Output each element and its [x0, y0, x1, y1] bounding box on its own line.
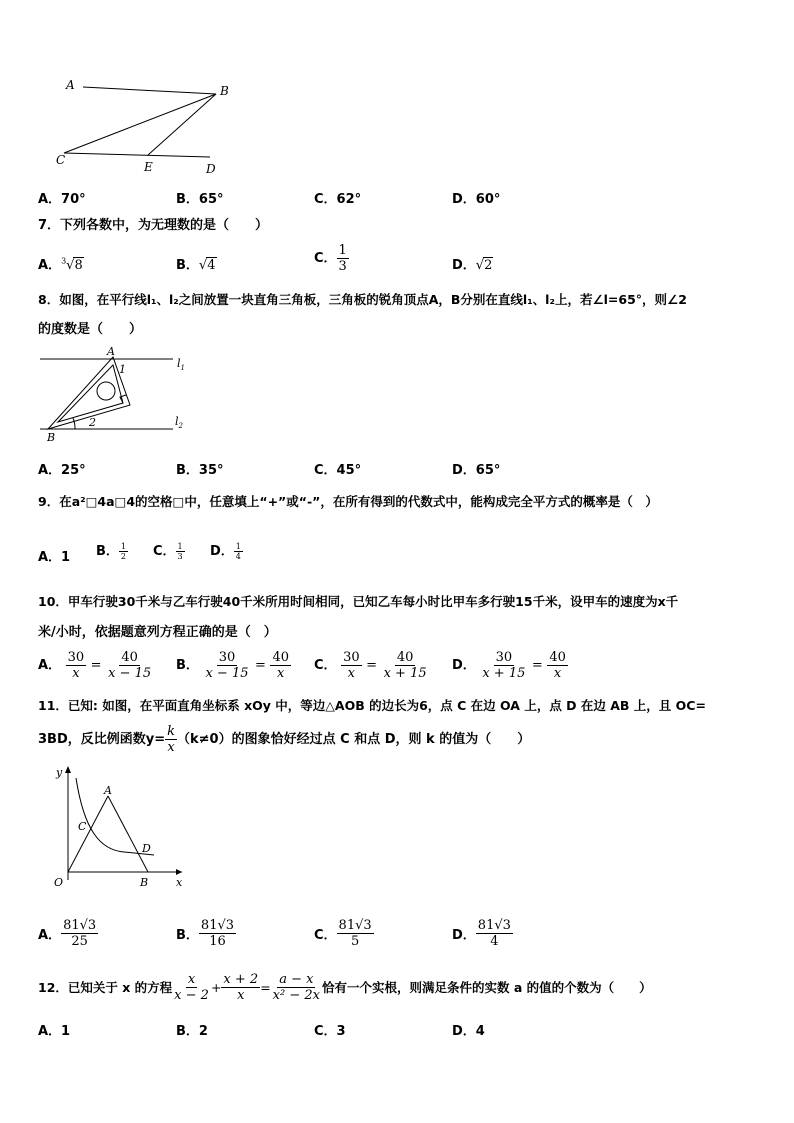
denominator: x	[167, 740, 175, 755]
radicand: 2	[484, 258, 493, 273]
option-label: C．	[314, 251, 337, 266]
denominator: x − 15	[205, 666, 249, 681]
figure-q8	[35, 343, 195, 443]
numerator: 40	[272, 650, 289, 665]
option-label: B．	[176, 258, 199, 273]
question-8-line1: 8．如图，在平行线l₁、l₂之间放置一块直角三角板，三角板的锐角顶点A，B分别在直线l₁、l₂上，若∠l=65°，则∠2	[38, 292, 687, 307]
denominator: 4	[235, 552, 241, 561]
question-10-line1: 10．甲车行驶30千米与乙车行驶40千米所用时间相同，已知乙车每小时比甲车多行驶15千米，设甲车的速度为x千	[38, 594, 679, 609]
plus-sign: +	[210, 979, 222, 995]
label-y: y	[56, 766, 63, 779]
q6-option-c[interactable]: C．62°	[314, 192, 362, 207]
q9-option-a[interactable]: A．1	[38, 550, 71, 565]
question-10-line2: 米/小时，依据题意列方程正确的是（ ）	[38, 625, 277, 640]
option-label: B．	[176, 658, 199, 673]
option-label: D．	[452, 258, 476, 273]
label-D: D	[142, 842, 151, 855]
q7-option-a[interactable]: A．$^3$√8	[38, 256, 83, 273]
denominator: 2	[120, 552, 127, 561]
denominator: 16	[209, 934, 226, 949]
q12-option-c[interactable]: C．3	[314, 1024, 346, 1039]
question-12-text	[38, 972, 652, 1003]
option-label: B．	[176, 928, 199, 943]
q9-option-d[interactable]	[210, 540, 243, 561]
q11-option-a[interactable]	[38, 918, 98, 949]
question-11-line2	[38, 724, 530, 755]
question-9-text: 9．在a²□4a□4的空格□中，任意填上“+”或“-”，在所有得到的代数式中，能构成完全平方式的概率是（ ）	[38, 494, 658, 509]
equals-sign: =	[260, 979, 271, 995]
numerator: k	[167, 724, 176, 739]
denominator: 4	[490, 934, 499, 949]
equals-sign: =	[255, 658, 266, 673]
q10-option-c[interactable]	[314, 650, 429, 681]
numerator: 81√3	[200, 918, 235, 933]
question-7-text: 7．下列各数中，为无理数的是（ ）	[38, 218, 269, 233]
q6-option-b[interactable]: B．65°	[176, 192, 224, 207]
numerator: 30	[67, 650, 85, 665]
q10-option-b[interactable]	[176, 650, 291, 681]
q12-option-d[interactable]: D．4	[452, 1024, 485, 1039]
q8-option-c[interactable]: C．45°	[314, 463, 362, 478]
radical-index: 3	[61, 256, 67, 266]
numerator: 40	[396, 650, 414, 665]
text-post: 恰有一个实根，则满足条件的实数 a 的值的个数为（ ）	[321, 979, 652, 995]
denominator: x	[237, 988, 245, 1003]
label-O: O	[54, 876, 64, 889]
label-C: C	[78, 820, 87, 833]
numerator: 40	[121, 650, 138, 665]
label-1: 1	[119, 363, 126, 376]
option-label: C．	[153, 544, 176, 559]
label-B: B	[140, 876, 149, 889]
label-D: D	[206, 162, 216, 176]
denominator: x + 15	[482, 666, 526, 681]
equals-sign: =	[90, 658, 102, 673]
q7-option-c[interactable]	[314, 243, 349, 274]
option-label: B．	[96, 544, 119, 559]
label-C: C	[56, 153, 66, 167]
option-label: D．	[210, 544, 234, 559]
q9-option-b[interactable]	[96, 540, 128, 561]
option-label: D．	[452, 928, 476, 943]
label-E: E	[144, 160, 153, 174]
denominator: 5	[350, 934, 360, 949]
numerator: 30	[495, 650, 513, 665]
denominator: x	[72, 666, 80, 681]
numerator: 81√3	[477, 918, 511, 933]
q8-option-b[interactable]: B．35°	[176, 463, 224, 478]
q7-option-d[interactable]: D．√2	[452, 258, 493, 273]
denominator: x	[277, 666, 285, 681]
numerator: x + 2	[223, 972, 259, 987]
denominator: x − 15	[108, 666, 152, 681]
numerator: 40	[549, 650, 566, 665]
figure-q6	[50, 75, 240, 180]
label-2: 2	[89, 416, 96, 429]
question-11-line1: 11．已知: 如图，在平面直角坐标系 xOy 中，等边△AOB 的边长为6，点 C 在边 OA 上，点 D 在边 AB 上，且 OC=	[38, 698, 706, 713]
numerator: 30	[218, 650, 236, 665]
label-B: B	[47, 431, 56, 443]
label-B: B	[220, 84, 229, 98]
q6-option-d[interactable]: D．60°	[452, 192, 501, 207]
q6-option-a[interactable]: A．70°	[38, 192, 86, 207]
denominator: 3	[177, 552, 183, 561]
label-A: A	[104, 784, 112, 797]
radicand: 8	[74, 258, 83, 273]
numerator: x	[187, 972, 196, 987]
numerator: 1	[235, 542, 241, 551]
radicand: 4	[207, 258, 216, 273]
option-label: D．	[452, 658, 476, 673]
q9-option-c[interactable]	[153, 540, 185, 561]
q12-option-a[interactable]: A．1	[38, 1024, 71, 1039]
denominator: x	[553, 666, 562, 681]
label-A: A	[107, 345, 115, 358]
denominator: 3	[338, 259, 347, 274]
numerator: 81√3	[63, 918, 97, 933]
option-label: A．	[38, 258, 62, 273]
numerator: 1	[120, 542, 127, 551]
label-x: x	[176, 876, 183, 889]
q11-option-b[interactable]	[176, 918, 236, 949]
equals-sign: =	[531, 658, 543, 673]
q11-option-c[interactable]	[314, 918, 374, 949]
numerator: 1	[177, 542, 183, 551]
line2-text-a: 3BD，反比例函数y=	[38, 731, 166, 747]
label-A: A	[66, 78, 75, 92]
line2-text-b: （k≠0）的图象恰好经过点 C 和点 D，则 k 的值为（ ）	[177, 731, 531, 747]
numerator: 1	[338, 243, 347, 258]
q8-option-a[interactable]: A．25°	[38, 463, 86, 478]
label-l2: $l_2$	[175, 415, 183, 430]
denominator: 25	[71, 934, 88, 949]
text-pre: 12．已知关于 x 的方程	[38, 979, 173, 995]
denominator: x − 2	[174, 988, 209, 1003]
option-label: C．	[314, 928, 337, 943]
q10-option-d[interactable]	[452, 650, 568, 681]
denominator: x + 15	[383, 666, 427, 681]
q12-option-b[interactable]: B．2	[176, 1024, 208, 1039]
q10-option-a[interactable]	[38, 650, 153, 681]
numerator: a − x	[279, 972, 314, 987]
numerator: 30	[343, 650, 360, 665]
option-label: A．	[38, 658, 62, 673]
denominator: x² − 2x	[272, 988, 320, 1003]
denominator: x	[347, 666, 356, 681]
option-label: C．	[314, 658, 337, 673]
equals-sign: =	[366, 658, 378, 673]
q11-option-d[interactable]	[452, 918, 513, 949]
numerator: 81√3	[338, 918, 372, 933]
q8-option-d[interactable]: D．65°	[452, 463, 501, 478]
figure-q11	[50, 760, 200, 890]
question-8-line2: 的度数是（ ）	[38, 322, 143, 337]
option-label: A．	[38, 928, 62, 943]
label-l1: $l_1$	[177, 357, 185, 372]
q7-option-b[interactable]: B．√4	[176, 258, 216, 273]
